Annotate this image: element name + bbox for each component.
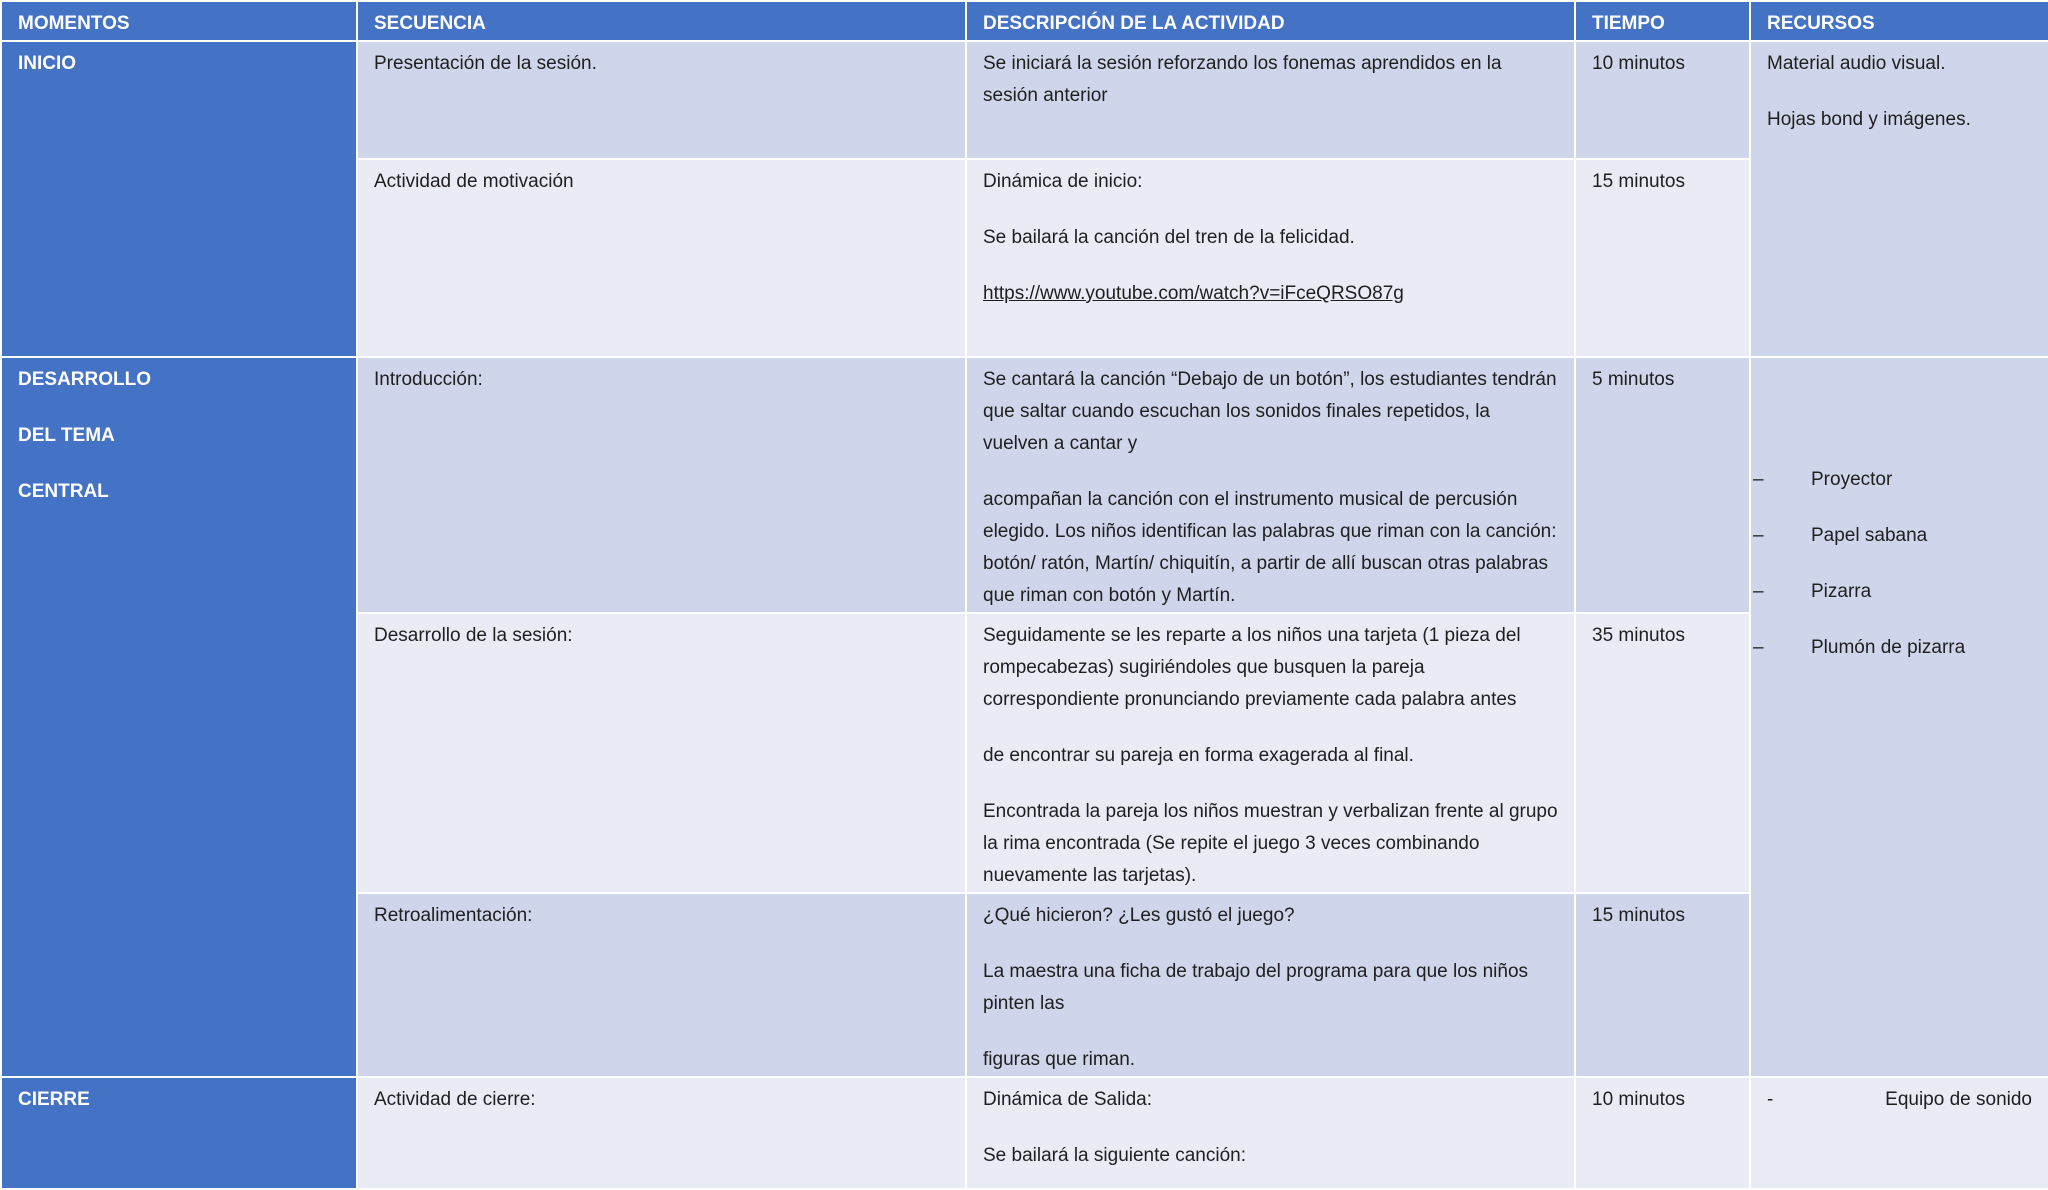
sequence-cell: Desarrollo de la sesión: (357, 613, 966, 893)
sequence-cell: Retroalimentación: (357, 893, 966, 1077)
resources-list (1753, 464, 2032, 664)
sequence-cell: Actividad de cierre: (357, 1077, 966, 1189)
time-cell: 15 minutos (1575, 893, 1750, 1077)
resources-desarrollo (1750, 357, 2048, 1077)
header-momentos: MOMENTOS (1, 1, 357, 41)
header-tiempo: TIEMPO (1575, 1, 1750, 41)
closing-resource: - Equipo de sonido (1767, 1089, 2032, 1110)
description-cell: Dinámica de Salida: Se bailará la siguiente canción: (966, 1077, 1575, 1189)
time-cell: 35 minutos (1575, 613, 1750, 893)
header-descripcion: DESCRIPCIÓN DE LA ACTIVIDAD (966, 1, 1575, 41)
description-cell: Dinámica de inicio: Se bailará la canción del tren de la felicidad. https://www.youtube.com/watch?v=iFceQRSO87g (966, 159, 1575, 357)
resources-cierre (1750, 1077, 2048, 1189)
moment-desarrollo: DESARROLLO DEL TEMA CENTRAL (1, 357, 357, 1077)
time-cell: 15 minutos (1575, 159, 1750, 357)
time-cell: 10 minutos (1575, 41, 1750, 159)
description-cell: Se iniciará la sesión reforzando los fonemas aprendidos en la sesión anterior (966, 41, 1575, 159)
description-cell: ¿Qué hicieron? ¿Les gustó el juego? La maestra una ficha de trabajo del programa para que los niños pinten las figuras que riman. (966, 893, 1575, 1077)
sequence-cell: Introducción: (357, 357, 966, 613)
table-row (1, 41, 2048, 159)
list-item: – Proyector (1753, 469, 1893, 490)
header-recursos: RECURSOS (1750, 1, 2048, 41)
header-row (1, 1, 2048, 41)
resources-inicio: Material audio visual. Hojas bond y imágenes. (1750, 41, 2048, 357)
header-secuencia: SECUENCIA (357, 1, 966, 41)
description-cell: Se cantará la canción “Debajo de un botón”, los estudiantes tendrán que saltar cuando escuchan los sonidos finales repetidos, la vuelven a cantar y acompañan la canción con el instrumento musical de percusión elegido. Los niños identifican las palabras que riman con la canción: botón/ ratón, Martín/ chiquitín, a partir de allí buscan otras palabras que riman con botón y Martín. (966, 357, 1575, 613)
sequence-cell: Actividad de motivación (357, 159, 966, 357)
sequence-cell: Presentación de la sesión. (357, 41, 966, 159)
youtube-link[interactable]: https://www.youtube.com/watch?v=iFceQRSO87g (983, 283, 1404, 304)
table-row (1, 357, 2048, 613)
list-item: – Papel sabana (1753, 525, 1928, 546)
moment-cierre: CIERRE (1, 1077, 357, 1189)
time-cell: 5 minutos (1575, 357, 1750, 613)
time-cell: 10 minutos (1575, 1077, 1750, 1189)
moment-inicio: INICIO (1, 41, 357, 357)
table-row (1, 1077, 2048, 1189)
description-cell: Seguidamente se les reparte a los niños una tarjeta (1 pieza del rompecabezas) sugiriéndoles que busquen la pareja correspondiente pronunciando previamente cada palabra antes de encontrar su pareja en forma exagerada al final. Encontrada la pareja los niños muestran y verbalizan frente al grupo la rima encontrada (Se repite el juego 3 veces combinando nuevamente las tarjetas). (966, 613, 1575, 893)
list-item: – Plumón de pizarra (1753, 637, 1966, 658)
list-item: – Pizarra (1753, 581, 1872, 602)
